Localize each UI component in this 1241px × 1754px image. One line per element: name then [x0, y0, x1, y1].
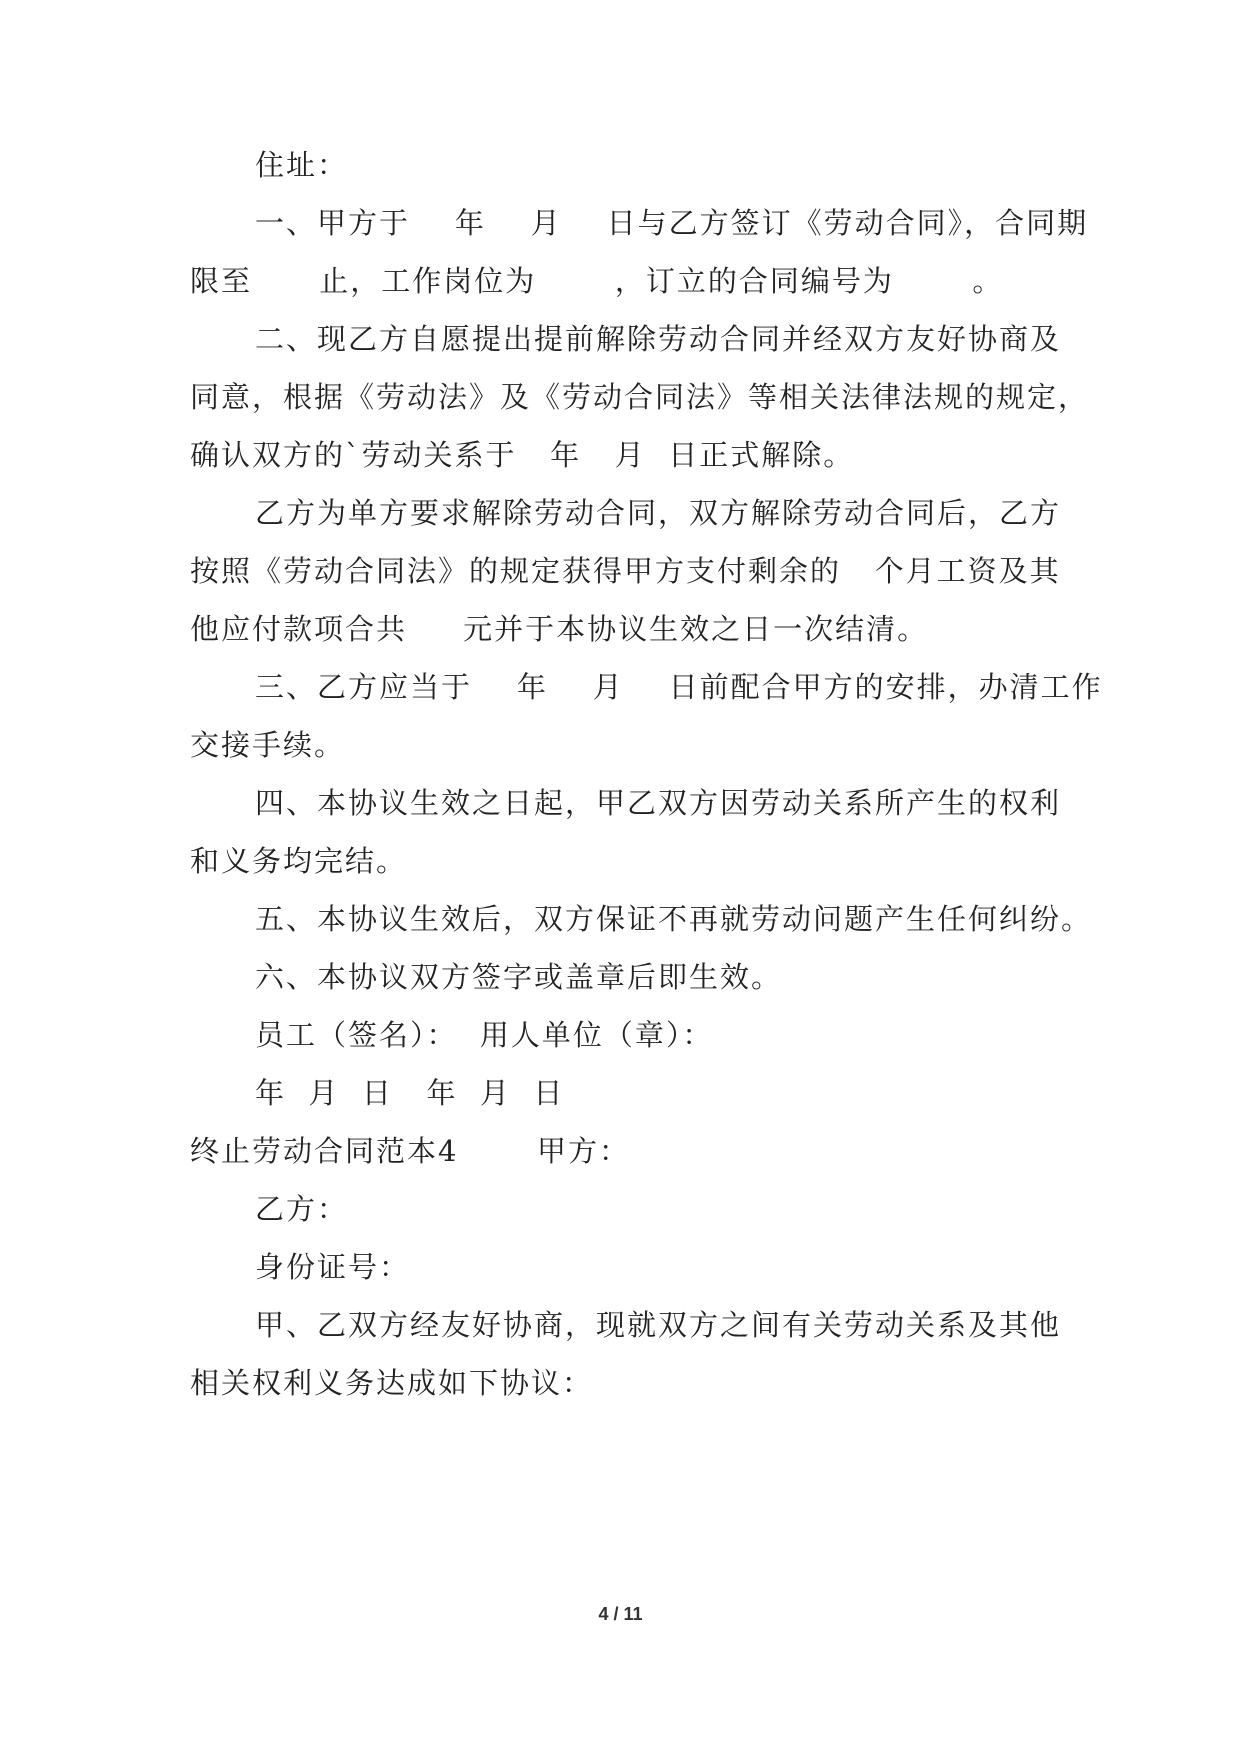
clause-5-line: 五、本协议生效后，双方保证不再就劳动问题产生任何纠纷。 — [255, 902, 1093, 936]
clause-6-line: 六、本协议双方签字或盖章后即生效。 — [255, 960, 783, 994]
page-number: 4 / 11 — [598, 1604, 643, 1624]
clause-2b-line-1: 乙方为单方要求解除劳动合同，双方解除劳动合同后，乙方 — [255, 496, 1062, 530]
clause-4-line-1: 四、本协议生效之日起，甲乙双方因劳动关系所产生的权利 — [255, 786, 1062, 820]
clause-2b-line-3: 他应付款项合共 元并于本协议生效之日一次结清。 — [190, 612, 929, 646]
clause-3-line-1: 三、乙方应当于 年 月 日前配合甲方的安排，办清工作 — [255, 670, 1103, 704]
id-number-line: 身份证号： — [255, 1250, 411, 1284]
clause-3-line-2: 交接手续。 — [190, 728, 346, 762]
clause-4-line-2: 和义务均完结。 — [190, 844, 408, 878]
agreement-intro-line-2: 相关权利义务达成如下协议： — [190, 1366, 594, 1400]
clause-2-line-3: 确认双方的`劳动关系于 年 月 日正式解除。 — [190, 438, 855, 472]
clause-1-line-1: 一、甲方于 年 月 日与乙方签订《劳动合同》，合同期 — [255, 206, 1089, 240]
clause-2b-line-2: 按照《劳动合同法》的规定获得甲方支付剩余的 个月工资及其 — [190, 554, 1061, 588]
clause-2-line-2: 同意，根据《劳动法》及《劳动合同法》等相关法律法规的规定， — [190, 380, 1090, 414]
party-b-line: 乙方： — [255, 1192, 349, 1226]
agreement-intro-line-1: 甲、乙双方经友好协商，现就双方之间有关劳动关系及其他 — [255, 1308, 1062, 1342]
clause-2-line-1: 二、现乙方自愿提出提前解除劳动合同并经双方友好协商及 — [255, 322, 1062, 356]
address-line: 住址： — [255, 148, 349, 182]
clause-1-line-2: 限至 止，工作岗位为 ，订立的合同编号为 。 — [190, 264, 1004, 298]
date-line: 年 月 日 年 月 日 — [255, 1076, 565, 1110]
signature-line: 员工（签名）： 用人单位（章）： — [255, 1018, 714, 1052]
template-title-line: 终止劳动合同范本4 甲方： — [190, 1134, 630, 1168]
